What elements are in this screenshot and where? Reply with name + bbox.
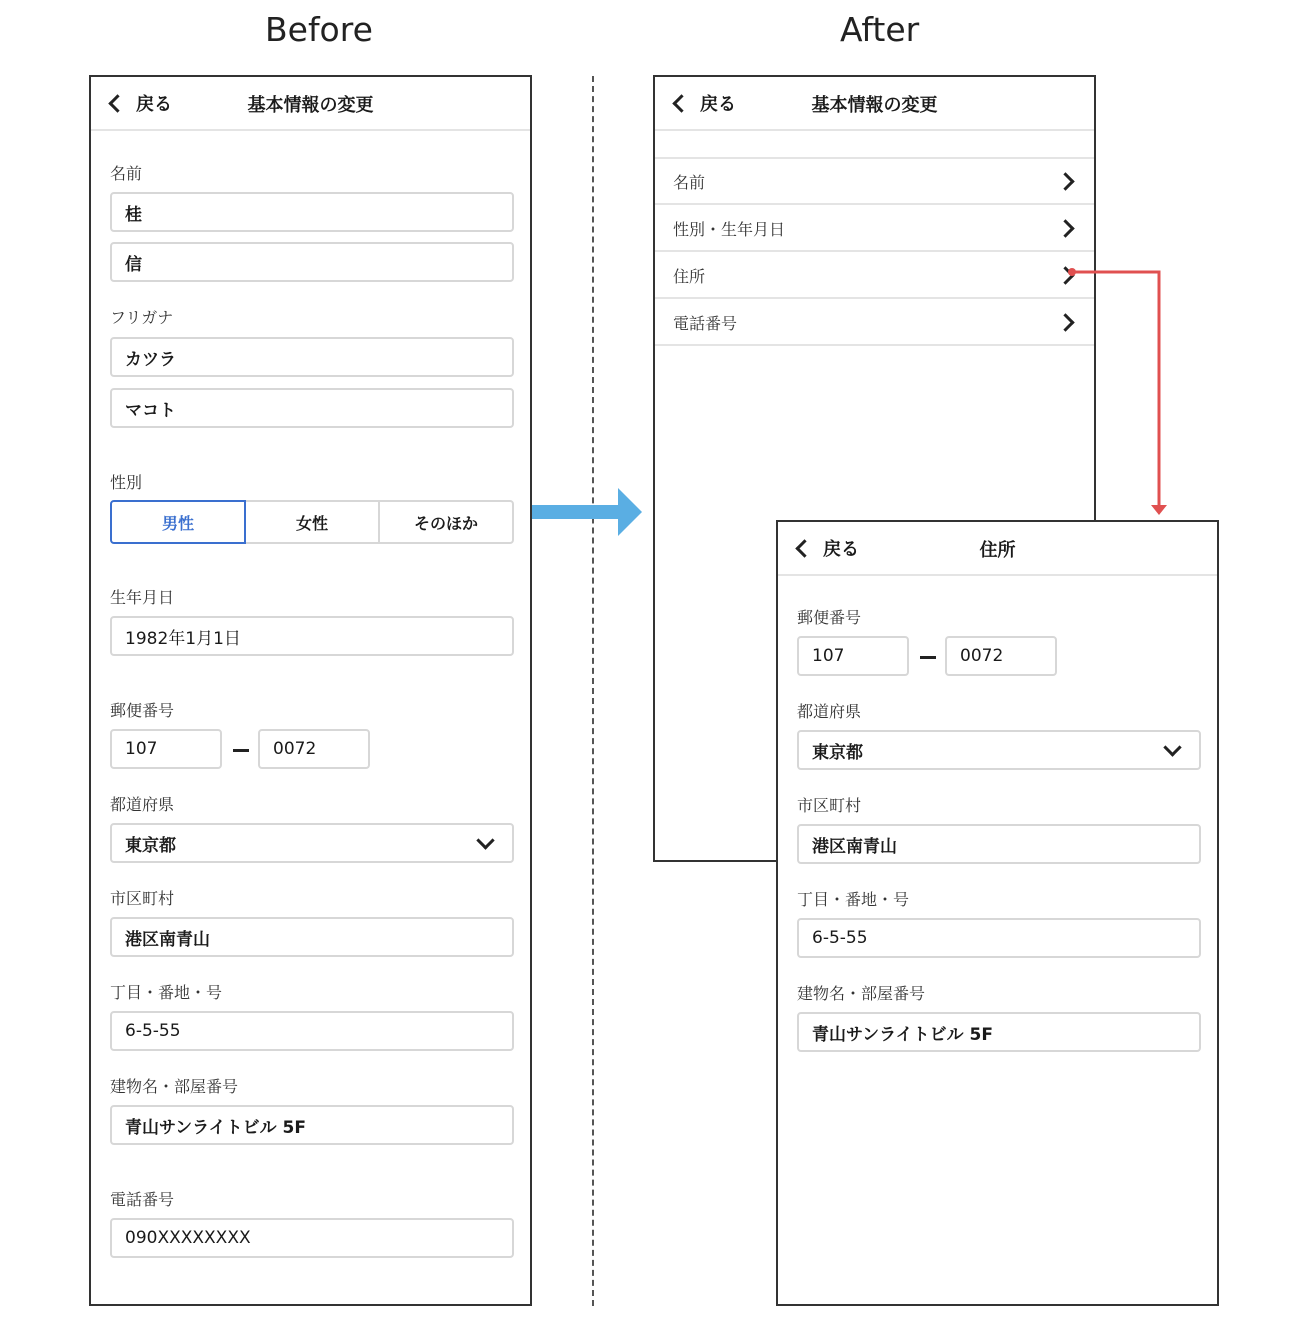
prefecture-label: 都道府県 xyxy=(110,795,175,814)
street-field[interactable]: 6-5-55 xyxy=(797,918,1201,958)
back-label: 戻る xyxy=(823,539,859,560)
screen-title: 住所 xyxy=(979,540,1016,561)
before-caption: Before xyxy=(265,10,373,49)
postal-first-field[interactable]: 107 xyxy=(110,729,222,769)
screen-title: 基本情報の変更 xyxy=(247,95,374,116)
back-label: 戻る xyxy=(136,94,172,115)
after-caption: After xyxy=(840,10,920,49)
first-name-field[interactable]: 信 xyxy=(110,242,514,282)
birthdate-label: 生年月日 xyxy=(110,588,175,607)
prefecture-label: 都道府県 xyxy=(797,702,862,721)
building-label: 建物名・部屋番号 xyxy=(110,1077,239,1096)
postal-label: 郵便番号 xyxy=(797,608,862,627)
gender-option-other[interactable]: そのほか xyxy=(378,500,514,544)
gender-option-female[interactable]: 女性 xyxy=(244,500,380,544)
last-furigana-field[interactable]: カツラ xyxy=(110,337,514,377)
street-label: 丁目・番地・号 xyxy=(110,983,223,1002)
building-field[interactable]: 青山サンライトビル 5F xyxy=(797,1012,1201,1052)
screen-title: 基本情報の変更 xyxy=(811,95,938,116)
street-label: 丁目・番地・号 xyxy=(797,890,910,909)
address-link-arrow xyxy=(1068,268,1167,515)
menu-item-label: 住所 xyxy=(673,266,706,286)
phone-field[interactable]: 090XXXXXXXX xyxy=(110,1218,514,1258)
transition-arrow xyxy=(532,488,642,536)
building-field[interactable]: 青山サンライトビル 5F xyxy=(110,1105,514,1145)
last-name-field[interactable]: 桂 xyxy=(110,192,514,232)
birthdate-field[interactable]: 1982年1月1日 xyxy=(110,616,514,656)
city-label: 市区町村 xyxy=(110,889,175,908)
menu-item-label: 性別・生年月日 xyxy=(673,219,786,239)
gender-option-male[interactable]: 男性 xyxy=(110,500,246,544)
building-label: 建物名・部屋番号 xyxy=(797,984,926,1003)
postal-second-field[interactable]: 0072 xyxy=(258,729,370,769)
city-field[interactable]: 港区南青山 xyxy=(797,824,1201,864)
city-field[interactable]: 港区南青山 xyxy=(110,917,514,957)
first-furigana-field[interactable]: マコト xyxy=(110,388,514,428)
street-field[interactable]: 6-5-55 xyxy=(110,1011,514,1051)
prefecture-value: 東京都 xyxy=(125,835,176,856)
prefecture-value: 東京都 xyxy=(812,742,863,763)
name-label: 名前 xyxy=(110,164,143,183)
gender-label: 性別 xyxy=(110,473,143,492)
menu-item-label: 電話番号 xyxy=(673,313,738,333)
city-label: 市区町村 xyxy=(797,796,862,815)
postal-second-field[interactable]: 0072 xyxy=(945,636,1057,676)
postal-label: 郵便番号 xyxy=(110,701,175,720)
back-label: 戻る xyxy=(700,94,736,115)
phone-label: 電話番号 xyxy=(110,1190,175,1209)
menu-item-label: 名前 xyxy=(673,172,706,192)
furigana-label: フリガナ xyxy=(110,308,174,327)
postal-first-field[interactable]: 107 xyxy=(797,636,909,676)
